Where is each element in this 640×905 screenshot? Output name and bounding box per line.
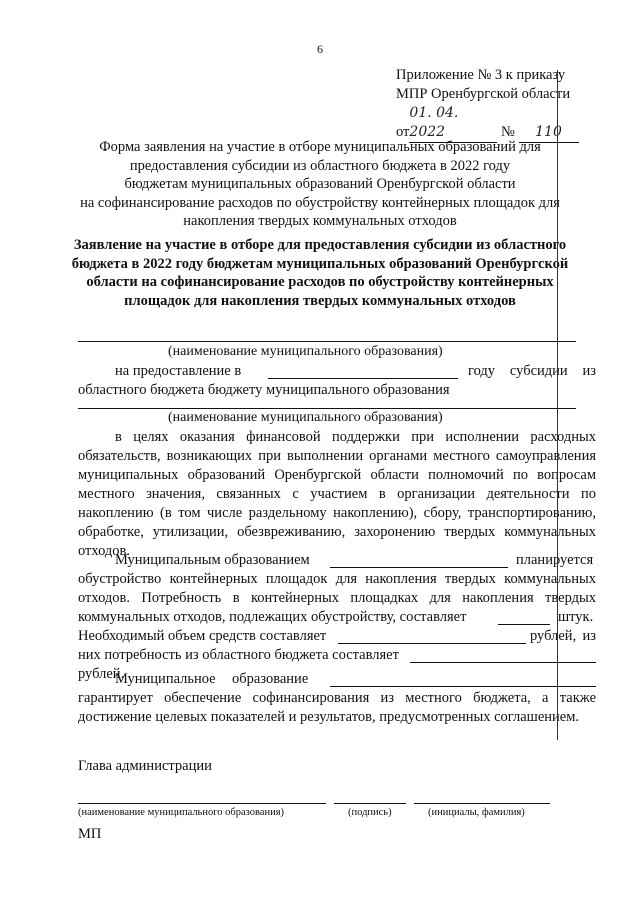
appendix-block [396,66,579,143]
municipality-caption-2: (наименование муниципального образования) [168,410,443,425]
regional-funds-field[interactable] [410,662,596,663]
appendix-line1: Приложение № 3 к приказу [396,67,566,83]
sig-caption-municipality: (наименование муниципального образования) [78,807,285,818]
p1-text-a: на предоставление в [115,363,242,379]
sig-caption-name: (инициалы, фамилия) [428,807,525,818]
municipality-caption-1: (наименование муниципального образования) [168,344,443,359]
scan-fold-line [557,70,558,740]
sites-count-field[interactable] [498,624,550,625]
year-field[interactable] [268,378,458,379]
page-number: 6 [317,42,323,56]
total-funds-field[interactable] [338,643,526,644]
name-field[interactable] [414,803,550,804]
head-label: Глава администрации [78,758,212,774]
municipality-field-1[interactable] [78,341,576,342]
appendix-date-line: от01. 04. 2022 № 110 [396,104,579,143]
handwritten-date: 01. 04. 2022 [409,104,497,143]
appendix-line2: МПР Оренбургской области [396,86,571,102]
form-title: Форма заявления на участие в отборе муниципальных образований для предоставления субсидии из областного бюджета в 2022 году бюджетам муниципальных образований Оренбургской области на софинансирование расходов по обустройству контейнерных площадок для накопления твердых коммунальных отходов [80,139,560,229]
application-title: Заявление на участие в отборе для предоставления субсидии из областного бюджета в 2022 году бюджетам муниципальных образований Оренбургской области на софинансирование расходов по обустройству контейнерных площадок для накопления твердых коммунальных отходов [71,237,569,309]
p1-line2: областного бюджета бюджету муниципального образования [78,382,450,398]
p3-municipality-field[interactable] [330,567,508,568]
handwritten-number: 110 [519,123,579,143]
p1-text-b: году субсидии из [468,363,596,379]
p3-start: Муниципальным образованием [115,552,310,568]
municipality-field-2[interactable] [78,408,576,409]
sig-caption-sign: (подпись) [348,807,392,818]
seal-label: МП [78,826,102,842]
p2-paragraph: в целях оказания финансовой поддержки при исполнении расходных обязательств, возникающих при выполнении органами местного самоуправления муниципальных образований Оренбургской области полномочий по вопросам местного значения, связанных с участием в организации деятельности по накоплению (в том числе раздельному накоплению), сбору, транспортированию, обработке, утилизации, обезвреживанию, захоронению твердых коммунальных отходов. [78,429,596,559]
sig-municipality-field[interactable] [78,803,326,804]
p3-end: планируется [516,552,594,568]
signature-field[interactable] [334,803,406,804]
